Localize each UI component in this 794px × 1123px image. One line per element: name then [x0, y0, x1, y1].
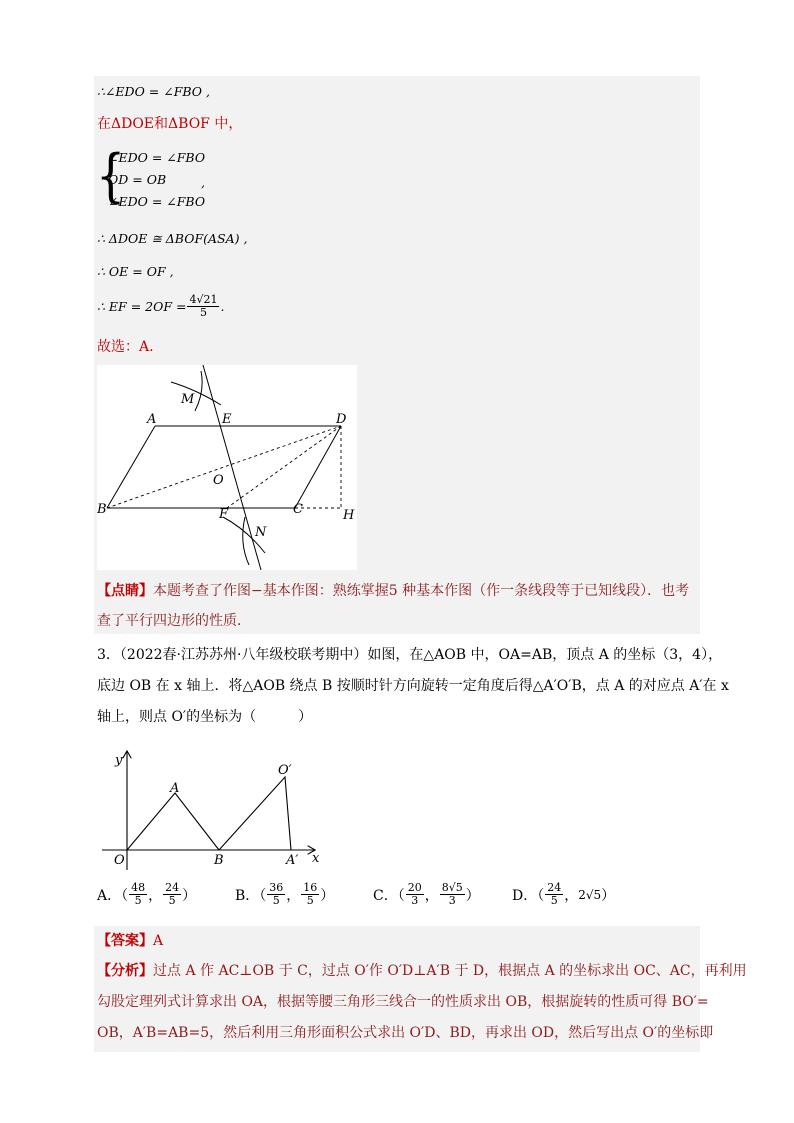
option-c-y-num: 8√5	[441, 881, 463, 894]
label-C: C	[293, 502, 303, 517]
step-ef-suffix: .	[220, 298, 225, 314]
analysis-line-1	[97, 961, 747, 981]
label-O-prime: O′	[278, 763, 292, 778]
option-a-x-num: 48	[131, 881, 146, 894]
option-a-y-den: 5	[168, 894, 176, 907]
option-b[interactable]	[235, 882, 334, 907]
question-line-1: 3．（2022春·江苏苏州·八年级校联考期中）如图，在△AOB 中，OA=AB，顶点 A 的坐标（3，4），	[97, 647, 723, 663]
axis-label-x: x	[312, 851, 320, 866]
analysis-text-1: 过点 A 作 AC⊥OB 于 C，过点 O′作 O′D⊥A′B 于 D，根据点 A 的坐标求出 OC、AC，再利用	[153, 963, 747, 979]
option-b-y-den: 5	[306, 894, 314, 907]
option-b-x	[267, 882, 285, 907]
label-B: B	[97, 502, 107, 517]
comment-line-2: 查了平行四边形的性质．	[97, 613, 251, 629]
label-A-prime: A′	[286, 853, 299, 868]
system-row-2: OD = OB	[108, 172, 167, 187]
system-comma: ,	[201, 175, 205, 190]
label-B-coord: B	[214, 853, 224, 868]
option-c-x-den: 3	[411, 894, 419, 907]
step-ef-fraction	[187, 294, 219, 319]
answer-value: A	[153, 933, 164, 949]
option-a-x-den: 5	[134, 894, 142, 907]
option-d-x	[545, 882, 563, 907]
option-b-letter: B．（	[235, 887, 267, 904]
option-b-sep: ，	[286, 887, 301, 904]
option-b-close: ）	[320, 887, 335, 904]
parallelogram-figure	[97, 365, 357, 570]
axis-label-y: y	[115, 753, 123, 768]
option-a-y-num: 24	[165, 881, 180, 894]
label-D: D	[336, 412, 347, 427]
comment-tag: 【点睛】	[97, 583, 153, 599]
system-brace: {	[96, 141, 126, 209]
label-O: O	[213, 473, 224, 488]
option-b-y-num: 16	[303, 881, 318, 894]
option-d-close: ）	[601, 887, 616, 904]
step-angle-equal: ∴∠EDO = ∠FBO ,	[97, 84, 211, 99]
coordinate-figure	[102, 748, 332, 870]
option-c-x	[406, 882, 424, 907]
label-N: N	[255, 525, 267, 540]
label-A: A	[147, 412, 157, 427]
comment-line-1	[97, 581, 689, 601]
option-c-sep: ，	[424, 887, 439, 904]
option-d-sep: ，	[564, 887, 579, 904]
question-line-2: 底边 OB 在 x 轴上．将△AOB 绕点 B 按顺时针方向旋转一定角度后得△A′O′B，点 A 的对应点 A′在 x	[97, 678, 729, 694]
option-a-x	[129, 882, 147, 907]
system-row-1: ∠EDO = ∠FBO	[108, 150, 206, 165]
option-b-x-num: 36	[269, 881, 284, 894]
option-d-y: 2√5	[578, 887, 602, 902]
option-d[interactable]	[512, 882, 615, 907]
option-d-x-num: 24	[547, 881, 562, 894]
analysis-line-2: 勾股定理列式计算求出 OA，根据等腰三角形三线合一的性质求出 OB，根据旋转的性质可得 BO′=	[97, 994, 709, 1010]
choice-line: 故选：A.	[97, 339, 154, 355]
label-E: E	[222, 412, 232, 427]
answer-line	[97, 931, 163, 951]
step-ef-num: 4√21	[189, 293, 218, 306]
option-c-y	[440, 882, 465, 907]
step-oe-of: ∴ OE = OF ,	[97, 264, 174, 279]
analysis-line-3: OB，A′B=AB=5，然后利用三角形面积公式求出 O′D、BD，再求出 OD，然后写出点 O′的坐标即	[97, 1025, 714, 1041]
option-d-letter: D．（	[512, 887, 545, 904]
label-H: H	[343, 508, 355, 523]
option-a-y	[163, 882, 181, 907]
option-a[interactable]	[97, 882, 196, 907]
option-a-close: ）	[182, 887, 197, 904]
label-A-coord: A	[170, 781, 180, 796]
step-ef-den: 5	[199, 306, 207, 319]
answer-tag: 【答案】	[97, 933, 153, 949]
step-ef-prefix: ∴ EF = 2OF =	[97, 298, 187, 314]
system-row-3: ∠EDO = ∠FBO	[108, 194, 206, 209]
option-d-x-den: 5	[550, 894, 558, 907]
step-congruent: ∴ ΔDOE ≅ ΔBOF(ASA) ,	[97, 231, 248, 246]
step-in-triangles: 在ΔDOE和ΔBOF 中，	[97, 116, 243, 132]
option-c-letter: C．（	[373, 887, 405, 904]
analysis-tag: 【分析】	[97, 963, 153, 979]
option-c-close: ）	[465, 887, 480, 904]
label-M: M	[181, 392, 195, 407]
option-a-sep: ，	[148, 887, 163, 904]
option-c-x-num: 20	[407, 881, 422, 894]
label-O-origin: O	[114, 853, 125, 868]
option-c-y-den: 3	[448, 894, 456, 907]
option-c[interactable]	[373, 882, 480, 907]
comment-text-1: 本题考查了作图−基本作图：熟练掌握5 种基本作图（作一条线段等于已知线段）．也考	[153, 583, 690, 599]
option-b-y	[301, 882, 319, 907]
label-F: F	[219, 507, 229, 522]
question-line-3: 轴上，则点 O′的坐标为（ ）	[97, 709, 313, 725]
option-b-x-den: 5	[272, 894, 280, 907]
step-ef	[97, 294, 224, 319]
option-a-letter: A．（	[97, 887, 129, 904]
